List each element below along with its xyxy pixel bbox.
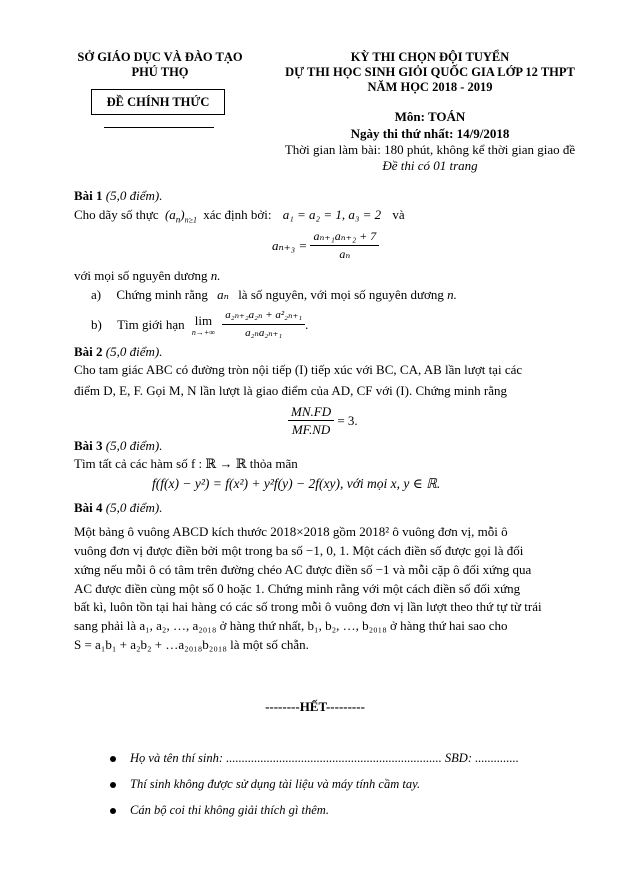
end-marker: --------HẾT--------- bbox=[265, 699, 365, 714]
footer-candidate-info: Họ và tên thí sinh: ..................................................................... SBD: .............. bbox=[110, 751, 519, 766]
problem-1-condition: với mọi số nguyên dương n. bbox=[74, 268, 221, 283]
problem-4-heading: Bài 4 (5,0 điểm). bbox=[74, 500, 163, 515]
problem-4-line-6: sang phải là a₁, a₂, …, a₂₀₁₈ ở hàng thứ nhất, b₁, b₂, …, b₂₀₁₈ ở hàng thứ hai sao cho bbox=[74, 618, 508, 633]
footer-no-explanation: Cán bộ coi thi không giải thích gì thêm. bbox=[110, 803, 329, 818]
problem-2-equation: $\frac{MN.FD}{MF.ND}$ = 3. bbox=[288, 403, 358, 438]
problem-4-line-5: bất kì, luôn tồn tại hai hàng có các số trong mỗi ô vuông đơn vị lần lượt theo thứ tự từ trái bbox=[74, 599, 542, 614]
exam-title: KỲ THI CHỌN ĐỘI TUYỂN bbox=[350, 50, 510, 64]
bullet-icon bbox=[110, 782, 116, 788]
problem-3-heading: Bài 3 (5,0 điểm). bbox=[74, 438, 163, 453]
department-name: SỞ GIÁO DỤC VÀ ĐÀO TẠO bbox=[77, 50, 243, 64]
problem-2-line-2: điểm D, E, F. Gọi M, N lần lượt là giao điểm của AD, CF với (I). Chứng minh rằng bbox=[74, 383, 508, 398]
province-name: PHÚ THỌ bbox=[131, 65, 189, 79]
bullet-icon bbox=[110, 756, 116, 762]
problem-4-line-1: Một bảng ô vuông ABCD kích thước 2018×2018 gồm 2018² ô vuông đơn vị, mỗi ô bbox=[74, 524, 508, 539]
problem-1-part-b: b) Tìm giới hạn lim n→+∞ $\frac{\text{a₂ₙ₊₂a₂ₙ + a²₂ₙ₊₁}}{\text{a₂ₙa₂ₙ₊₁}}$ . bbox=[91, 309, 309, 339]
problem-2-heading: Bài 2 (5,0 điểm). bbox=[74, 344, 163, 359]
official-exam-box: ĐỀ CHÍNH THỨC bbox=[91, 89, 225, 115]
problem-3-statement: Tìm tất cả các hàm số f : ℝ → ℝ thỏa mãn bbox=[74, 456, 298, 471]
exam-subtitle: DỰ THI HỌC SINH GIỎI QUỐC GIA LỚP 12 THPT bbox=[285, 65, 575, 79]
exam-duration: Thời gian làm bài: 180 phút, không kể thời gian giao đề bbox=[284, 142, 576, 157]
problem-4-line-4: AC được điền cùng một số 0 hoặc 1. Chứng minh rằng với một cách điền số đối xứng bbox=[74, 581, 521, 596]
school-year: NĂM HỌC 2018 - 2019 bbox=[367, 80, 493, 94]
functional-equation: f(f(x) − y²) = f(x²) + y²f(y) − 2f(xy), với mọi x, y ∈ ℝ. bbox=[152, 476, 441, 491]
problem-4-line-3: xứng nếu mỗi ô có tâm trên đường chéo AC được điền số −1 và mỗi cặp ô đối xứng qua bbox=[74, 562, 532, 577]
page-count: Đề thi có 01 trang bbox=[382, 158, 478, 173]
footer-no-materials: Thí sinh không được sử dụng tài liệu và máy tính cầm tay. bbox=[110, 777, 420, 792]
problem-1-intro: Cho dãy số thực $(a_n)_{n\ge 1}$ xác định bởi: a₁ = a₂ = 1, a₃ = 2 và bbox=[74, 207, 405, 225]
problem-2-line-1: Cho tam giác ABC có đường tròn nội tiếp (I) tiếp xúc với BC, CA, AB lần lượt tại các bbox=[74, 362, 523, 377]
subject: Môn: TOÁN bbox=[394, 109, 466, 124]
problem-4-line-2: vuông đơn vị được điền bởi một trong ba số −1, 0, 1. Một cách điền số được gọi là đối bbox=[74, 543, 524, 558]
bullet-icon bbox=[110, 808, 116, 814]
header-underline bbox=[104, 127, 214, 128]
problem-4-line-7: S = a₁b₁ + a₂b₂ + …a₂₀₁₈b₂₀₁₈ là một số chẵn. bbox=[74, 637, 309, 652]
problem-1-part-a: a) Chứng minh rằng aₙ là số nguyên, với mọi số nguyên dương n. bbox=[91, 287, 457, 302]
problem-1-heading: Bài 1 (5,0 điểm). bbox=[74, 188, 163, 203]
exam-date: Ngày thi thứ nhất: 14/9/2018 bbox=[350, 126, 510, 141]
recurrence-formula: aₙ₊₃ = $\frac{\text{aₙ₊₁aₙ₊₂ + 7}}{\text{aₙ}}$ bbox=[272, 228, 379, 263]
